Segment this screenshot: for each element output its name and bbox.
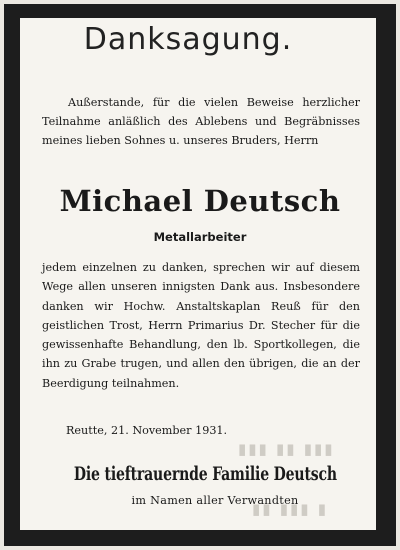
relatives-line: im Namen aller Verwandten [131,494,299,507]
place-and-date: Reutte, 21. November 1931. [66,424,228,437]
bleed-through-text: ▮▮▮ ▮▮ ▮▮▮ [238,440,335,458]
notice-title: Danksagung. [83,22,293,57]
deceased-name: Michael Deutsch [59,184,341,218]
intro-paragraph: Außerstande, für die vielen Beweise herzlicher Teilnahme anläßlich des Ablebens und Begräbnisses meines lieben Sohnes u. unseres Bruders, Herrn [42,96,360,147]
thanks-paragraph: jedem einzelnen zu danken, sprechen wir auf diesem Wege allen unseren innigsten Dank aus. Insbesondere danken wir Hochw. Anstaltskaplan Reuß für den geistlichen Trost, Herrn Primarius Dr. Stecher für die gewissenhafte Behandlung, den lb. Sportkollegen, die ihn zu Grabe trugen, und allen den übrigen, die an der Beerdigung teilnahmen. [42,261,360,390]
bleed-through-text: ▮▮ ▮▮▮ ▮ [252,500,328,518]
deceased-occupation: Metallarbeiter [153,230,247,244]
family-signature: Die tieftrauernde Familie Deutsch [73,463,337,485]
